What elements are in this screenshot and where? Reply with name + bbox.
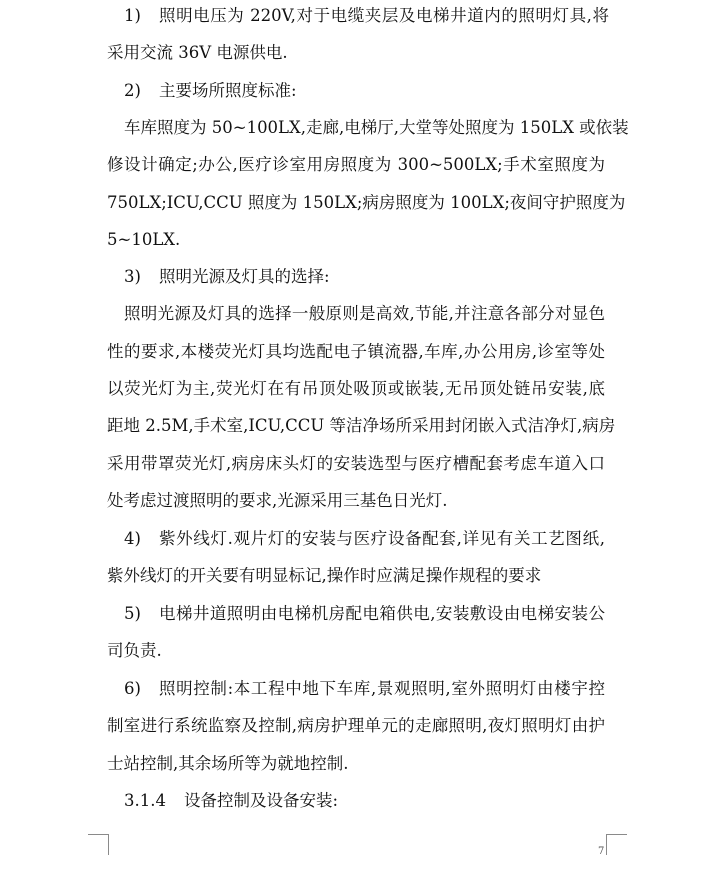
- section-heading: 照明光源及灯具的选择:: [159, 267, 330, 286]
- paragraph-line: 采用带罩荧光灯,病房床头灯的安装选型与医疗槽配套考虑车道入口: [107, 454, 605, 473]
- paragraph-line: 照明控制:本工程中地下车库,景观照明,室外照明灯由楼宇控: [159, 679, 605, 698]
- list-number: 4): [124, 529, 141, 548]
- list-number: 1): [124, 6, 141, 25]
- paragraph-line: 紫外线灯的开关要有明显标记,操作时应满足操作规程的要求: [107, 566, 542, 585]
- paragraph-line: 以荧光灯为主,荧光灯在有吊顶处吸顶或嵌装,无吊顶处链吊安装,底: [107, 379, 605, 398]
- paragraph-line: 处考虑过渡照明的要求,光源采用三基色日光灯.: [107, 491, 448, 510]
- paragraph-line-text: 照明电压为 220V,对于电缆夹层及电梯井道内的照明灯具,将: [159, 6, 609, 25]
- page-number: 7: [598, 846, 605, 857]
- paragraph-line: 司负责.: [107, 641, 162, 660]
- list-number: 5): [124, 604, 141, 623]
- list-number: 3): [124, 267, 141, 286]
- paragraph-line: 士站控制,其余场所等为就地控制.: [107, 754, 349, 773]
- section-heading: 主要场所照度标准:: [159, 81, 297, 100]
- section-heading: 设备控制及设备安装:: [184, 791, 339, 810]
- list-number: 6): [124, 679, 141, 698]
- paragraph-line: 5~10LX.: [107, 230, 181, 249]
- paragraph-line: 750LX;ICU,CCU 照度为 150LX;病房照度为 100LX;夜间守护照度为: [107, 193, 626, 212]
- paragraph-line: 制室进行系统监察及控制,病房护理单元的走廊照明,夜灯照明灯由护: [107, 716, 605, 735]
- paragraph-line: 采用交流 36V 电源供电.: [107, 43, 288, 62]
- list-number: 2): [124, 81, 141, 100]
- margin-crop-mark-right: [606, 834, 627, 855]
- paragraph-line: 距地 2.5M,手术室,ICU,CCU 等洁净场所采用封闭嵌入式洁净灯,病房: [107, 416, 616, 435]
- paragraph-line: 修设计确定;办公,医疗诊室用房照度为 300~500LX;手术室照度为: [107, 155, 605, 174]
- margin-crop-mark-left: [88, 834, 109, 855]
- paragraph-line: 车库照度为 50~100LX,走廊,电梯厅,大堂等处照度为 150LX 或依装: [124, 118, 629, 137]
- paragraph-line: 照明光源及灯具的选择一般原则是高效,节能,并注意各部分对显色: [124, 304, 605, 323]
- paragraph-line: 性的要求,本楼荧光灯具均选配电子镇流器,车库,办公用房,诊室等处: [107, 342, 605, 361]
- section-number: 3.1.4: [124, 791, 166, 810]
- paragraph-line: 电梯井道照明由电梯机房配电箱供电,安装敷设由电梯安装公: [159, 604, 605, 623]
- paragraph-line: 紫外线灯.观片灯的安装与医疗设备配套,详见有关工艺图纸,: [159, 529, 605, 548]
